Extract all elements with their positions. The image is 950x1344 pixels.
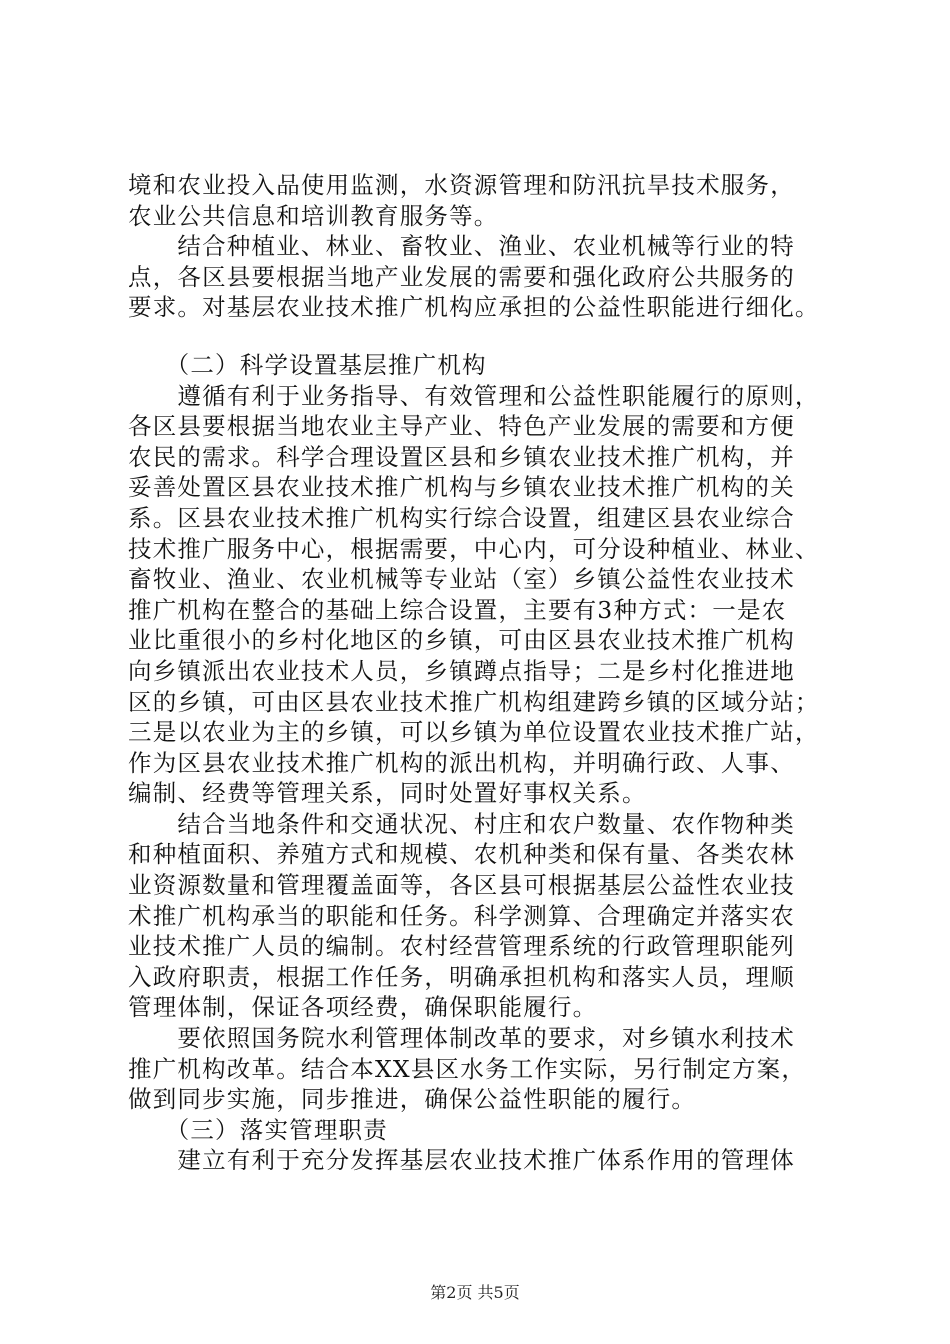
text-line: 各区县要根据当地农业主导产业、特色产业发展的需要和方便	[128, 412, 795, 441]
text-line: 要求。对基层农业技术推广机构应承担的公益性职能进行细化。	[128, 293, 820, 322]
text-line: 业比重很小的乡村化地区的乡镇，可由区县农业技术推广机构	[128, 626, 795, 655]
text-line: 系。区县农业技术推广机构实行综合设置，组建区县农业综合	[128, 503, 795, 532]
text-line: 和种植面积、养殖方式和规模、农机种类和保有量、各类农林	[128, 840, 795, 869]
text-line: 结合种植业、林业、畜牧业、渔业、农业机械等行业的特	[128, 232, 795, 261]
text-line: 妥善处置区县农业技术推广机构与乡镇农业技术推广机构的关	[128, 473, 795, 502]
paragraph	[128, 231, 840, 323]
text-line: 作为区县农业技术推广机构的派出机构，并明确行政、人事、	[128, 748, 795, 777]
section-heading	[128, 350, 840, 381]
text-line: 农民的需求。科学合理设置区县和乡镇农业技术推广机构，并	[128, 442, 795, 471]
text-line: 三是以农业为主的乡镇，可以乡镇为单位设置农业技术推广站，	[128, 718, 820, 747]
text-line: 管理体制，保证各项经费，确保职能履行。	[128, 993, 598, 1022]
text-line: 区的乡镇，可由区县农业技术推广机构组建跨乡镇的区域分站；	[128, 687, 820, 716]
text-line: （二）科学设置基层推广机构	[128, 350, 487, 379]
text-line: （三）落实管理职责	[128, 1115, 388, 1144]
text-line: 推广机构改革。结合本XX县区水务工作实际，另行制定方案，	[128, 1054, 807, 1083]
text-line: 农业公共信息和培训教育服务等。	[128, 201, 499, 230]
paragraph	[128, 381, 840, 809]
section-heading	[128, 1115, 840, 1146]
text-line: 遵循有利于业务指导、有效管理和公益性职能履行的原则，	[128, 381, 820, 410]
text-line: 术推广机构承当的职能和任务。科学测算、合理确定并落实农	[128, 901, 795, 930]
text-line: 畜牧业、渔业、农业机械等专业站（室）乡镇公益性农业技术	[128, 565, 795, 594]
text-line: 做到同步实施，同步推进，确保公益性职能的履行。	[128, 1085, 697, 1114]
text-line: 建立有利于充分发挥基层农业技术推广体系作用的管理体	[128, 1146, 795, 1175]
text-line: 入政府职责，根据工作任务，明确承担机构和落实人员，理顺	[128, 962, 795, 991]
paragraph	[128, 1145, 840, 1176]
paragraph	[128, 809, 840, 1023]
section-gap	[128, 323, 840, 350]
paragraph	[128, 170, 840, 231]
paragraph	[128, 1023, 840, 1115]
text-line: 业资源数量和管理覆盖面等，各区县可根据基层公益性农业技	[128, 871, 795, 900]
text-line: 结合当地条件和交通状况、村庄和农户数量、农作物种类	[128, 809, 795, 838]
text-line: 业技术推广人员的编制。农村经营管理系统的行政管理职能列	[128, 932, 795, 961]
text-line: 向乡镇派出农业技术人员，乡镇蹲点指导；二是乡村化推进地	[128, 656, 795, 685]
text-line: 技术推广服务中心，根据需要，中心内，可分设种植业、林业、	[128, 534, 820, 563]
document-body	[128, 170, 840, 1176]
text-line: 境和农业投入品使用监测，水资源管理和防汛抗旱技术服务，	[128, 171, 795, 199]
text-line: 推广机构在整合的基础上综合设置，主要有3种方式：一是农	[128, 595, 787, 624]
text-line: 编制、经费等管理关系，同时处置好事权关系。	[128, 779, 647, 808]
page-footer: 第2页 共5页	[430, 1283, 520, 1302]
text-line: 点，各区县要根据当地产业发展的需要和强化政府公共服务的	[128, 262, 795, 291]
text-line: 要依照国务院水利管理体制改革的要求，对乡镇水利技术	[128, 1024, 795, 1053]
